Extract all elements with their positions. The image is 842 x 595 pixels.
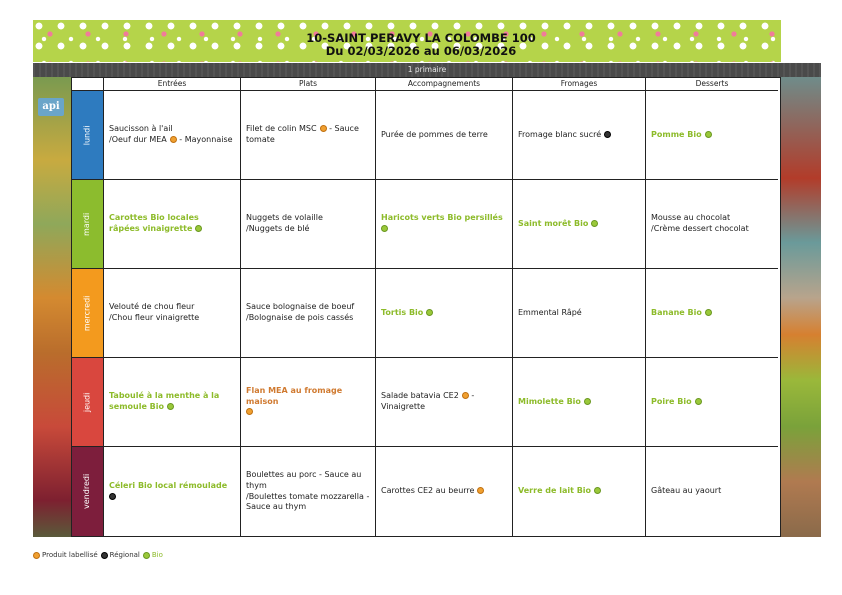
day-label-lundi: lundi [72, 91, 104, 180]
menu-cell-jeudi-fromage: Mimolette Bio [513, 358, 646, 447]
bio-badge-icon [695, 398, 702, 405]
menu-cell-mardi-plat: Nuggets de volaille /Nuggets de blé [241, 180, 376, 269]
menu-cell-lundi-entree: Saucisson à l'ail /Oeuf dur MEA - Mayonnaise [104, 91, 241, 180]
regional-badge-icon [109, 493, 116, 500]
bio-badge-icon [705, 131, 712, 138]
legend-item-bio: Bio [143, 551, 163, 559]
label-badge-icon [170, 136, 177, 143]
menu-cell-mercredi-fromage: Emmental Râpé [513, 269, 646, 358]
api-logo: api [38, 98, 64, 116]
legend-item-label: Produit labellisé [33, 551, 98, 559]
menu-period: Du 02/03/2026 au 06/03/2026 [325, 44, 517, 58]
menu-cell-jeudi-entree: Taboulé à la menthe à la semoule Bio [104, 358, 241, 447]
bio-badge-icon [143, 552, 150, 559]
column-header-plats: Plats [241, 78, 376, 91]
menu-cell-jeudi-accompagnement: Salade batavia CE2 - Vinaigrette [376, 358, 513, 447]
menu-cell-mardi-entree: Carottes Bio locales râpées vinaigrette [104, 180, 241, 269]
menu-cell-vendredi-plat: Boulettes au porc - Sauce au thym /Boulettes tomate mozzarella - Sauce au thym [241, 447, 376, 536]
day-label-mercredi: mercredi [72, 269, 104, 358]
regional-badge-icon [604, 131, 611, 138]
bio-badge-icon [705, 309, 712, 316]
menu-cell-vendredi-dessert: Gâteau au yaourt [651, 486, 722, 496]
bio-badge-icon [381, 225, 388, 232]
label-badge-icon [477, 487, 484, 494]
menu-cell-vendredi-fromage: Verre de lait Bio [513, 447, 646, 536]
menu-cell-mercredi-entree: Velouté de chou fleur /Chou fleur vinaigrette [104, 269, 241, 358]
label-badge-icon [320, 125, 327, 132]
bio-badge-icon [584, 398, 591, 405]
menu-table [71, 77, 781, 537]
legend-item-regional: Régional [101, 551, 140, 559]
column-header-desserts: Desserts [646, 78, 778, 91]
table-corner [72, 78, 104, 91]
bio-badge-icon [591, 220, 598, 227]
column-header-entrees: Entrées [104, 78, 241, 91]
label-badge-icon [33, 552, 40, 559]
menu-cell-mardi-dessert: Mousse au chocolat /Crème dessert chocolat [646, 180, 778, 269]
menu-cell-mardi-fromage: Saint morêt Bio [513, 180, 646, 269]
menu-cell-jeudi-plat: Flan MEA au fromage maison [241, 358, 376, 447]
column-header-accompagnements: Accompagnements [376, 78, 513, 91]
menu-cell-mercredi-plat: Sauce bolognaise de boeuf /Bolognaise de pois cassés [241, 269, 376, 358]
menu-cell-lundi-accompagnement: Purée de pommes de terre [376, 91, 513, 180]
right-decorative-photo [781, 77, 821, 537]
menu-cell-jeudi-dessert: Poire Bio [646, 358, 778, 447]
menu-cell-lundi-plat: Filet de colin MSC - Sauce tomate [241, 91, 376, 180]
menu-cell-vendredi-entree: Céleri Bio local rémoulade [104, 447, 241, 536]
regional-badge-icon [101, 552, 108, 559]
day-label-jeudi: jeudi [72, 358, 104, 447]
menu-cell-mercredi-accompagnement: Tortis Bio [376, 269, 513, 358]
legend [33, 551, 166, 559]
bio-badge-icon [594, 487, 601, 494]
menu-cell-lundi-dessert: Pomme Bio [646, 91, 778, 180]
left-decorative-photo [33, 77, 71, 537]
menu-cell-lundi-fromage: Fromage blanc sucré [513, 91, 646, 180]
bio-badge-icon [167, 403, 174, 410]
label-badge-icon [246, 408, 253, 415]
bio-badge-icon [426, 309, 433, 316]
section-bar [33, 63, 821, 77]
day-label-mardi: mardi [72, 180, 104, 269]
section-label: 1 primaire [407, 65, 447, 74]
menu-cell-mercredi-dessert: Banane Bio [646, 269, 778, 358]
bio-badge-icon [195, 225, 202, 232]
menu-cell-mardi-accompagnement: Haricots verts Bio persillés [376, 180, 513, 269]
menu-title: 10-SAINT PERAVY LA COLOMBE 100 [306, 31, 536, 45]
day-label-vendredi: vendredi [72, 447, 104, 536]
label-badge-icon [462, 392, 469, 399]
column-header-fromages: Fromages [513, 78, 646, 91]
menu-cell-vendredi-accompagnement: Carottes CE2 au beurre [376, 447, 513, 536]
